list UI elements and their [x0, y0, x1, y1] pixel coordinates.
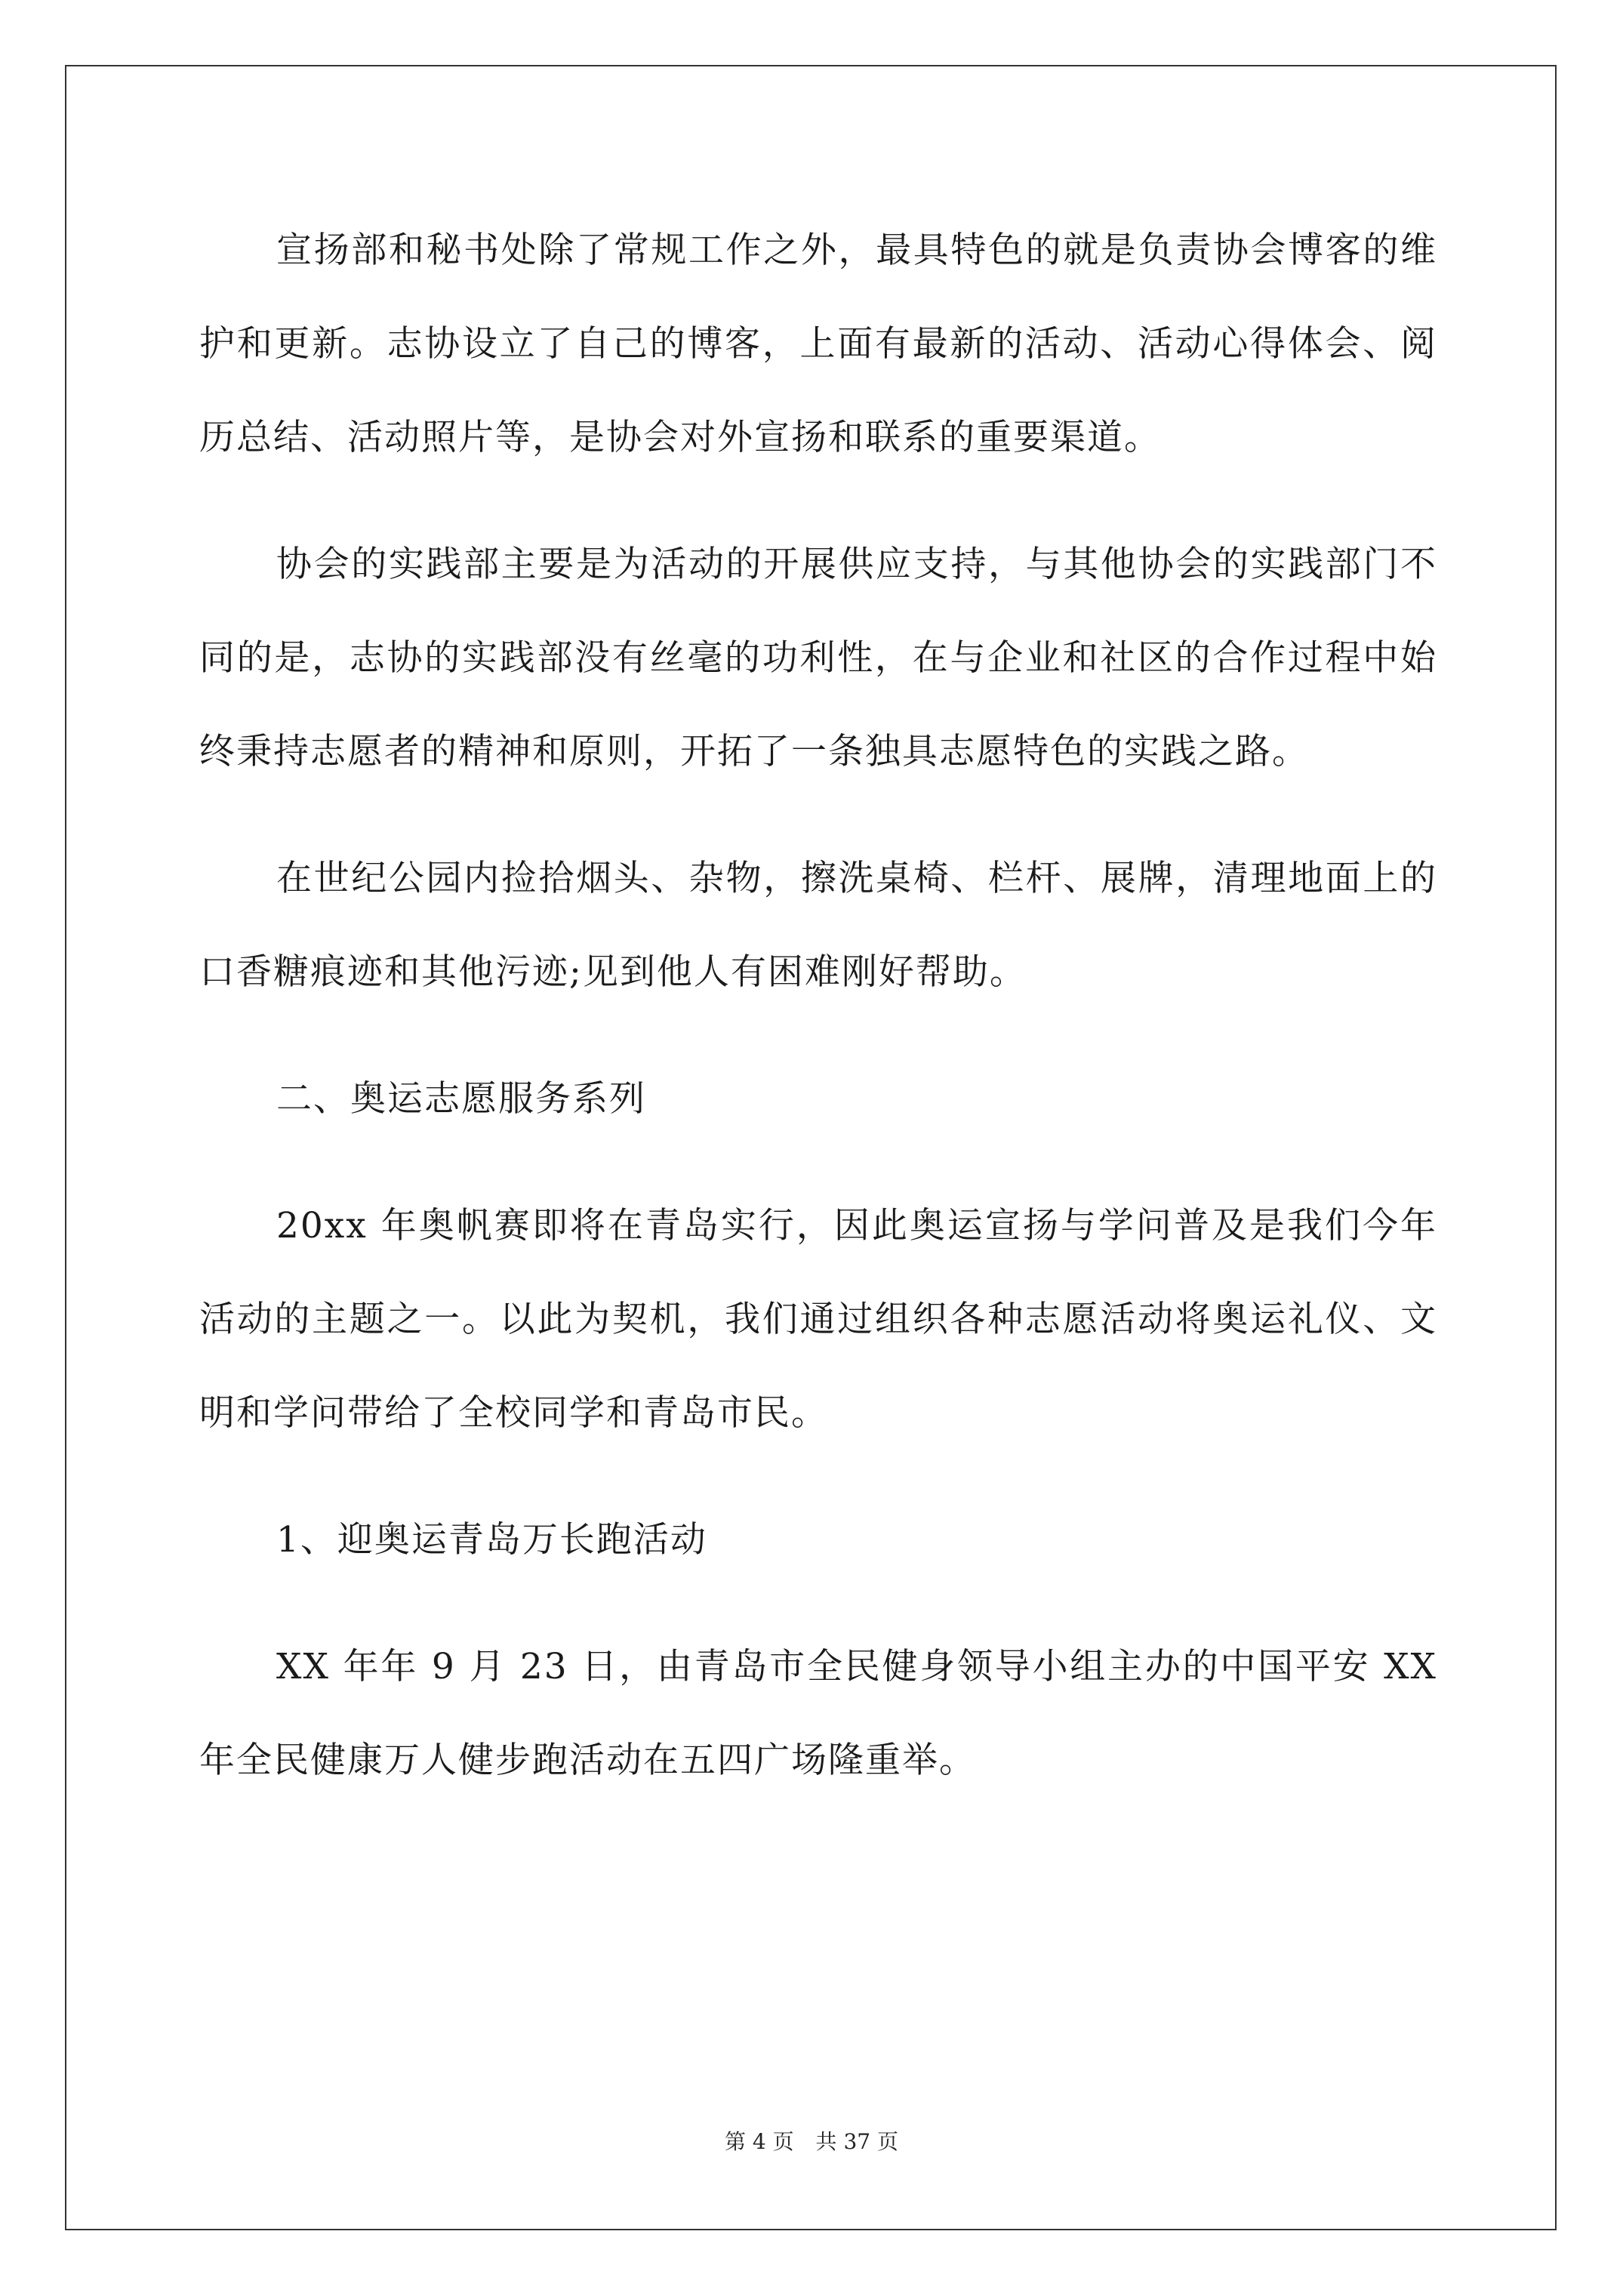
paragraph: XX 年年 9 月 23 日，由青岛市全民健身领导小组主办的中国平安 XX 年全民健康万人健步跑活动在五四广场隆重举。 — [199, 1646, 1437, 1781]
paragraph: 20xx 年奥帆赛即将在青岛实行，因此奥运宣扬与学问普及是我们今年活动的主题之一。以此为契机，我们通过组织各种志愿活动将奥运礼仪、文明和学问带给了全校同学和青岛市民。 — [199, 1205, 1437, 1434]
paragraph: 在世纪公园内捡拾烟头、杂物，擦洗桌椅、栏杆、展牌，清理地面上的口香糖痕迹和其他污迹;见到他人有困难刚好帮助。 — [199, 858, 1437, 993]
paragraph: 宣扬部和秘书处除了常规工作之外，最具特色的就是负责协会博客的维护和更新。志协设立了自己的博客，上面有最新的活动、活动心得体会、阅历总结、活动照片等，是协会对外宣扬和联系的重要渠道。 — [199, 230, 1437, 458]
document-body — [199, 204, 1437, 1841]
subsection-heading: 1、迎奥运青岛万长跑活动 — [276, 1519, 707, 1561]
section-heading: 二、奥运志愿服务系列 — [276, 1078, 646, 1120]
page-number: 第 4 页 — [725, 2129, 794, 2154]
paragraph: 协会的实践部主要是为活动的开展供应支持，与其他协会的实践部门不同的是，志协的实践部没有丝毫的功利性，在与企业和社区的合作过程中始终秉持志愿者的精神和原则，开拓了一条独具志愿特色的实践之路。 — [199, 544, 1437, 772]
page-total: 共 37 页 — [815, 2129, 898, 2154]
page-footer — [0, 2125, 1623, 2156]
